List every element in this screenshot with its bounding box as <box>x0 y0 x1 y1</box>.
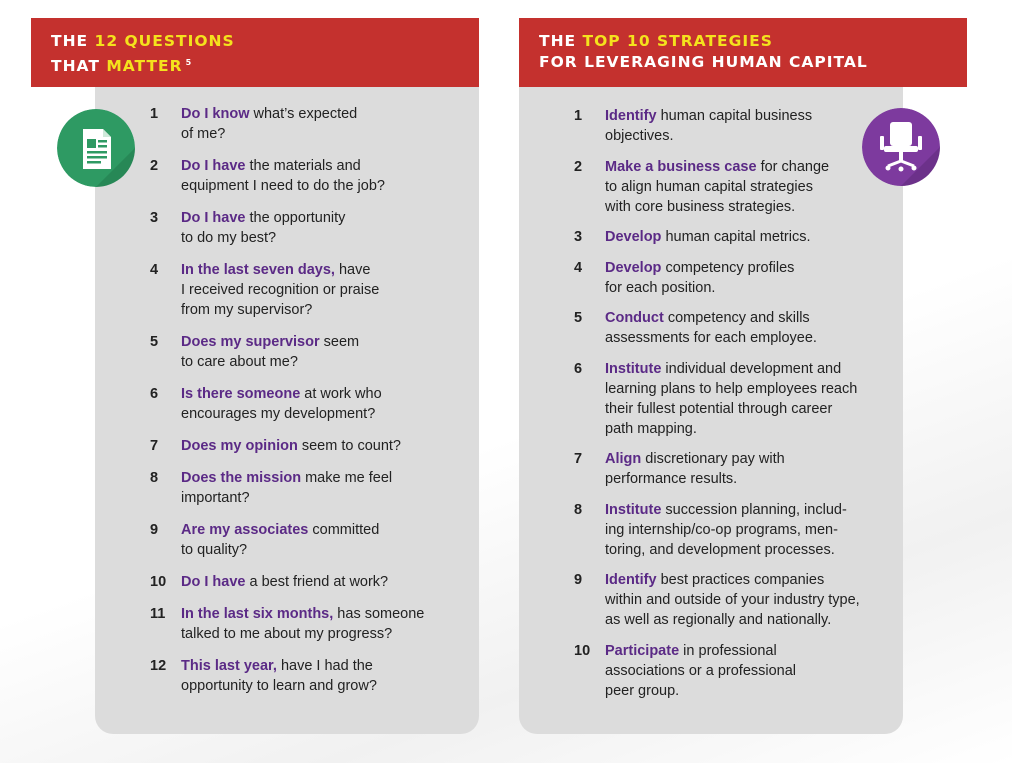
item-number: 2 <box>574 158 583 175</box>
item-line <box>181 604 470 624</box>
item-key-phrase: Develop <box>605 259 662 276</box>
item-line <box>181 520 470 540</box>
item-line: within and outside of your industry type, <box>605 592 860 608</box>
item-text: seem to count? <box>297 438 401 454</box>
item-number: 10 <box>574 642 591 659</box>
item-line: assessments for each employee. <box>605 330 817 346</box>
item-key-phrase: Institute <box>605 360 662 377</box>
item-line <box>605 227 894 247</box>
item-text: has someone <box>333 606 425 622</box>
item-line <box>605 106 894 126</box>
list-item <box>574 570 894 630</box>
item-text: succession planning, includ- <box>661 501 847 518</box>
item-number: 5 <box>150 334 159 350</box>
list-item <box>150 384 470 424</box>
item-key-phrase: Do I have <box>181 210 246 226</box>
item-line: opportunity to learn and grow? <box>181 678 377 694</box>
item-text: have <box>334 262 371 278</box>
item-line: objectives. <box>605 128 674 144</box>
item-number: 12 <box>150 658 167 674</box>
item-line <box>605 157 894 177</box>
item-key-phrase: Conduct <box>605 310 664 326</box>
item-line: encourages my development? <box>181 406 376 422</box>
item-line: to care about me? <box>181 354 298 370</box>
item-line: from my supervisor? <box>181 302 313 318</box>
list-item <box>150 468 470 508</box>
item-number: 9 <box>574 572 583 588</box>
item-number: 3 <box>150 210 159 226</box>
item-text: the materials and <box>245 158 361 174</box>
item-key-phrase: In the last seven days, <box>181 262 335 278</box>
item-key-phrase: This last year, <box>181 658 277 674</box>
item-line: talked to me about my progress? <box>181 626 393 642</box>
item-line <box>605 570 894 590</box>
item-text: seem <box>319 334 360 350</box>
item-text: the opportunity <box>245 210 346 226</box>
list-item <box>150 260 470 320</box>
item-number: 9 <box>150 522 159 538</box>
list-item <box>574 500 894 560</box>
item-number: 8 <box>574 501 583 518</box>
item-key-phrase: Align <box>605 451 642 467</box>
item-key-phrase: Identify <box>605 108 657 124</box>
item-line: performance results. <box>605 471 738 487</box>
item-line <box>181 436 470 456</box>
item-line: as well as regionally and nationally. <box>605 612 832 628</box>
item-number: 1 <box>150 106 159 122</box>
item-text: human capital business <box>656 108 813 124</box>
item-text: competency and skills <box>663 310 810 326</box>
item-number: 5 <box>574 310 583 326</box>
item-number: 8 <box>150 470 159 486</box>
list-item <box>574 641 894 701</box>
item-key-phrase: Do I know <box>181 106 250 122</box>
item-number: 6 <box>574 360 583 377</box>
item-key-phrase: Develop <box>605 229 662 245</box>
item-line: learning plans to help employees reach <box>605 380 858 397</box>
item-line: associations or a professional <box>605 662 797 679</box>
right-title-line2: FOR LEVERAGING HUMAN CAPITAL <box>539 53 868 71</box>
item-number: 7 <box>574 451 583 467</box>
left-header <box>31 18 479 87</box>
list-item <box>150 656 470 696</box>
item-text: discretionary pay with <box>641 451 785 467</box>
item-line: to do my best? <box>181 230 277 246</box>
list-item <box>150 604 470 644</box>
item-line <box>605 641 894 661</box>
list-item <box>574 157 894 217</box>
item-text: at work who <box>300 386 382 402</box>
item-line: with core business strategies. <box>605 198 796 215</box>
list-item <box>150 156 470 196</box>
item-number: 10 <box>150 574 167 590</box>
item-line: their fullest potential through career <box>605 400 833 417</box>
item-text: individual development and <box>661 360 842 377</box>
right-header <box>519 18 967 87</box>
list-item <box>150 436 470 456</box>
item-line: toring, and development processes. <box>605 541 835 558</box>
item-text: competency profiles <box>661 259 795 276</box>
item-key-phrase: Make a business case <box>605 158 757 175</box>
item-text: best practices companies <box>656 572 825 588</box>
item-line: path mapping. <box>605 420 697 437</box>
item-line: equipment I need to do the job? <box>181 178 385 194</box>
item-number: 1 <box>574 108 583 124</box>
list-item <box>150 208 470 248</box>
item-line: important? <box>181 490 250 506</box>
item-line <box>605 449 894 469</box>
item-line <box>181 656 470 676</box>
item-key-phrase: Do I have <box>181 574 246 590</box>
item-line <box>181 208 470 228</box>
item-text: for change <box>756 158 830 175</box>
list-item <box>150 572 470 592</box>
item-line: to quality? <box>181 542 248 558</box>
item-text: human capital metrics. <box>661 229 811 245</box>
list-item <box>574 449 894 489</box>
left-title-line2: THAT MATTER $^5$ <box>51 57 192 76</box>
list-item <box>150 104 470 144</box>
item-text: make me feel <box>301 470 393 486</box>
item-text: a best friend at work? <box>245 574 389 590</box>
item-key-phrase: Does my opinion <box>181 438 298 454</box>
item-key-phrase: In the last six months, <box>181 606 334 622</box>
strategies-list <box>574 106 894 711</box>
item-text: have I had the <box>276 658 373 674</box>
item-line: to align human capital strategies <box>605 178 813 195</box>
item-key-phrase: Does the mission <box>181 470 302 486</box>
list-item <box>574 308 894 348</box>
right-title-line1: THE TOP 10 STRATEGIES <box>539 32 773 50</box>
item-text: committed <box>308 522 380 538</box>
list-item <box>150 520 470 560</box>
item-number: 3 <box>574 229 583 245</box>
item-key-phrase: Institute <box>605 501 662 518</box>
item-line: ing internship/co-op programs, men- <box>605 521 838 538</box>
item-line <box>181 156 470 176</box>
list-item <box>574 227 894 247</box>
item-line <box>181 104 470 124</box>
item-key-phrase: Identify <box>605 572 657 588</box>
item-number: 2 <box>150 158 159 174</box>
item-line <box>181 384 470 404</box>
list-item <box>574 258 894 298</box>
document-icon <box>57 109 135 187</box>
item-line: peer group. <box>605 682 680 699</box>
item-key-phrase: Is there someone <box>181 386 301 402</box>
left-title-line1: THE 12 QUESTIONS <box>51 32 235 50</box>
item-line <box>605 500 894 520</box>
item-number: 7 <box>150 438 159 454</box>
list-item <box>574 106 894 146</box>
item-number: 11 <box>150 606 166 622</box>
item-line <box>181 468 470 488</box>
item-line <box>605 359 894 379</box>
item-line <box>605 308 894 328</box>
item-text: in professional <box>679 642 777 659</box>
item-key-phrase: Do I have <box>181 158 246 174</box>
item-line <box>605 258 894 278</box>
item-line: of me? <box>181 126 226 142</box>
item-line <box>181 260 470 280</box>
item-number: 6 <box>150 386 159 402</box>
item-key-phrase: Participate <box>605 642 680 659</box>
item-line: for each position. <box>605 279 716 296</box>
item-number: 4 <box>150 262 159 278</box>
item-line: I received recognition or praise <box>181 282 380 298</box>
item-text: what’s expected <box>249 106 358 122</box>
item-line <box>181 572 470 592</box>
item-number: 4 <box>574 259 583 276</box>
list-item <box>574 359 894 439</box>
item-line <box>181 332 470 352</box>
questions-list <box>150 104 470 708</box>
item-key-phrase: Does my supervisor <box>181 334 320 350</box>
list-item <box>150 332 470 372</box>
item-key-phrase: Are my associates <box>181 522 309 538</box>
